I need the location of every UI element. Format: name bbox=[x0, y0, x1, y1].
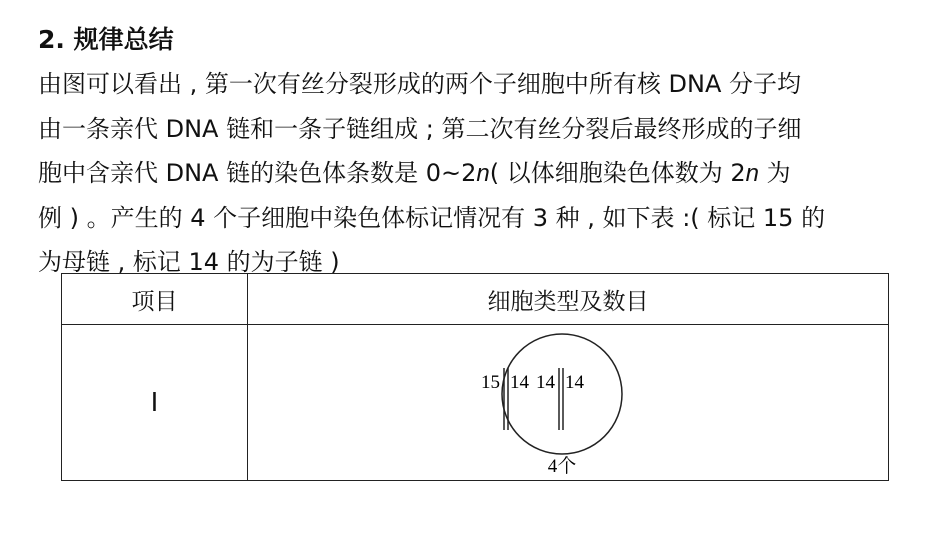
cell-diagram bbox=[448, 328, 688, 478]
paragraph-line-5: 为母链 , 标记 14 的为子链 ) bbox=[38, 248, 340, 276]
paragraph-line-2: 由一条亲代 DNA 链和一条子链组成 ; 第二次有丝分裂后最终形成的子细 bbox=[38, 114, 802, 143]
paragraph-line-1: 由图可以看出 , 第一次有丝分裂形成的两个子细胞中所有核 DNA 分子均 bbox=[38, 70, 801, 98]
paragraph-line-3-part-c: 为 bbox=[759, 159, 791, 187]
summary-paragraph bbox=[38, 62, 918, 285]
cell-count-label: 4个 bbox=[547, 455, 577, 477]
cell-diagram-container bbox=[248, 325, 889, 481]
header-cell-type: 细胞类型及数目 bbox=[248, 274, 889, 325]
header-item: 项目 bbox=[62, 274, 248, 325]
section-heading: 2. 规律总结 bbox=[38, 25, 174, 54]
cell-membrane bbox=[502, 334, 622, 454]
variable-n-2: n bbox=[745, 160, 759, 187]
paragraph-line-3-part-a: 胞中含亲代 DNA 链的染色体条数是 0~2 bbox=[38, 159, 477, 187]
paragraph-line-3-part-b: ( 以体细胞染色体数为 2 bbox=[489, 159, 746, 187]
strand-label: 14 bbox=[565, 371, 584, 393]
paragraph-line-4: 例 ) 。产生的 4 个子细胞中染色体标记情况有 3 种 , 如下表 :( 标记 15 的 bbox=[38, 203, 826, 232]
cell-type-table bbox=[61, 273, 889, 481]
strand-label: 14 bbox=[510, 371, 529, 393]
row-item-label: Ⅰ bbox=[62, 325, 248, 481]
paragraph-line-3 bbox=[38, 151, 918, 196]
strand-label: 14 bbox=[536, 371, 555, 393]
table-header-row bbox=[62, 274, 889, 325]
variable-n: n bbox=[476, 160, 490, 187]
table-row bbox=[62, 325, 889, 481]
strand-label: 15 bbox=[481, 371, 500, 393]
